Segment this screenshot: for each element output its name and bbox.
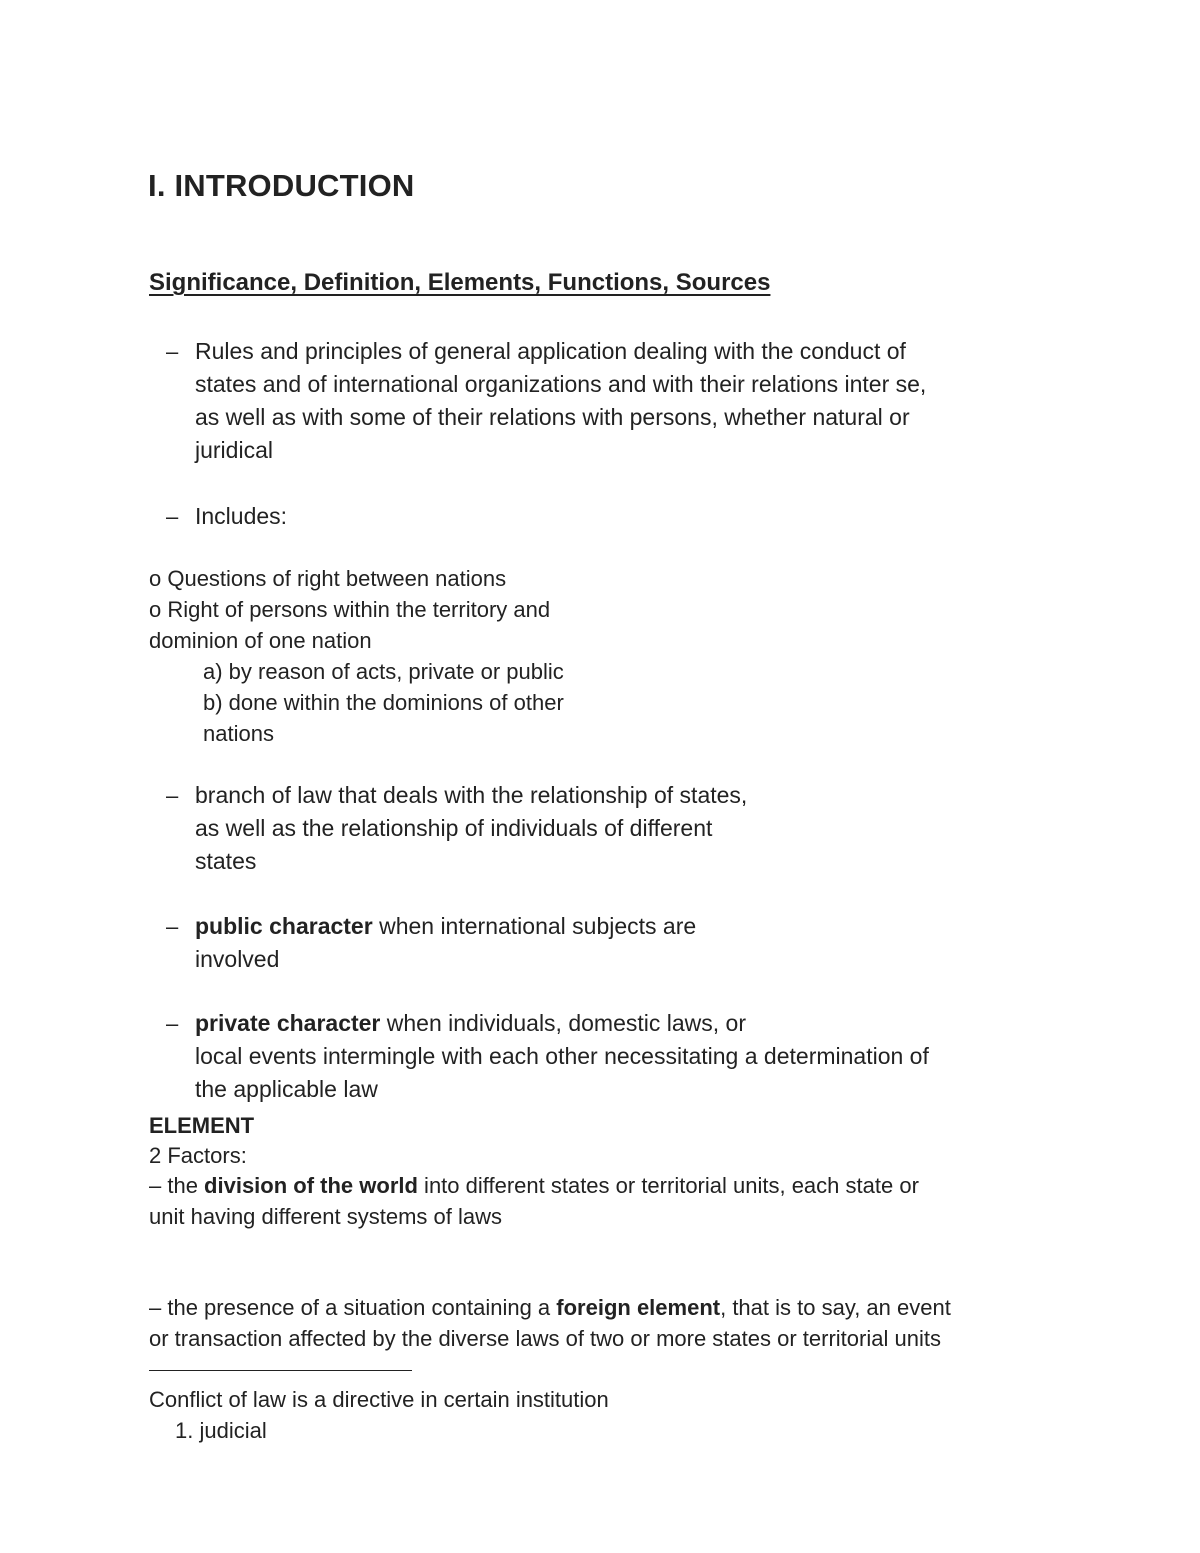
- text-line: states: [195, 848, 257, 874]
- bold-term: private character: [195, 1010, 381, 1036]
- separator-line: [149, 1370, 412, 1371]
- o-list: [149, 563, 550, 656]
- text-line: involved: [195, 946, 280, 972]
- text-line: Rules and principles of general application dealing with the conduct of: [195, 338, 906, 364]
- list-item: dominion of one nation: [149, 628, 372, 653]
- sub-list: [203, 656, 564, 749]
- text-line: the applicable law: [195, 1076, 378, 1102]
- bullet-dash: –: [166, 504, 179, 529]
- bullet-private: [195, 1007, 929, 1106]
- text-line: as well as the relationship of individuals of different: [195, 815, 713, 841]
- text-line: [149, 1170, 919, 1201]
- text-span: when international subjects are: [372, 913, 697, 939]
- bold-term: public character: [195, 913, 373, 939]
- bold-term: division of the world: [204, 1173, 418, 1198]
- text-line: [195, 910, 696, 943]
- list-item: a) by reason of acts, private or public: [203, 659, 564, 684]
- factors-label: 2 Factors:: [149, 1143, 247, 1168]
- bold-term: foreign element: [556, 1295, 721, 1320]
- bullet-dash: –: [166, 1011, 179, 1036]
- text-line: states and of international organizations and with their relations inter se,: [195, 371, 927, 397]
- list-item: o Right of persons within the territory and: [149, 597, 551, 622]
- text-line: [195, 1007, 929, 1040]
- list-item: o Questions of right between nations: [149, 566, 507, 591]
- numbered-item: 1. judicial: [175, 1418, 267, 1443]
- bullet-dash: –: [166, 339, 179, 364]
- text-line: unit having different systems of laws: [149, 1204, 502, 1229]
- text-line: [149, 1292, 951, 1323]
- conflict-text: Conflict of law is a directive in certain institution: [149, 1387, 609, 1412]
- text-span: , that is to say, an event: [720, 1295, 951, 1320]
- page-title: I. INTRODUCTION: [148, 168, 415, 203]
- text-line: or transaction affected by the diverse laws of two or more states or territorial units: [149, 1326, 941, 1351]
- text-line: juridical: [195, 437, 273, 463]
- text-line: as well as with some of their relations with persons, whether natural or: [195, 404, 910, 430]
- text-span: when individuals, domestic laws, or: [380, 1010, 746, 1036]
- list-item: b) done within the dominions of other: [203, 690, 564, 715]
- bullet-dash: –: [166, 914, 179, 939]
- bullet-includes: Includes:: [195, 503, 288, 529]
- text-line: branch of law that deals with the relationship of states,: [195, 782, 748, 808]
- bullet-public: [195, 910, 696, 976]
- section-heading: Significance, Definition, Elements, Functions, Sources: [149, 269, 771, 296]
- factor-two: [149, 1292, 951, 1354]
- element-heading: ELEMENT: [149, 1113, 255, 1138]
- bullet-rules: [195, 335, 926, 467]
- bullet-branch: [195, 779, 747, 878]
- text-span: – the presence of a situation containing a: [149, 1295, 557, 1320]
- text-span: into different states or territorial units, each state or: [417, 1173, 919, 1198]
- text-line: local events intermingle with each other necessitating a determination of: [195, 1043, 929, 1069]
- factor-one: [149, 1170, 919, 1232]
- bullet-dash: –: [166, 783, 179, 808]
- list-item: nations: [203, 721, 274, 746]
- text-span: – the: [149, 1173, 205, 1198]
